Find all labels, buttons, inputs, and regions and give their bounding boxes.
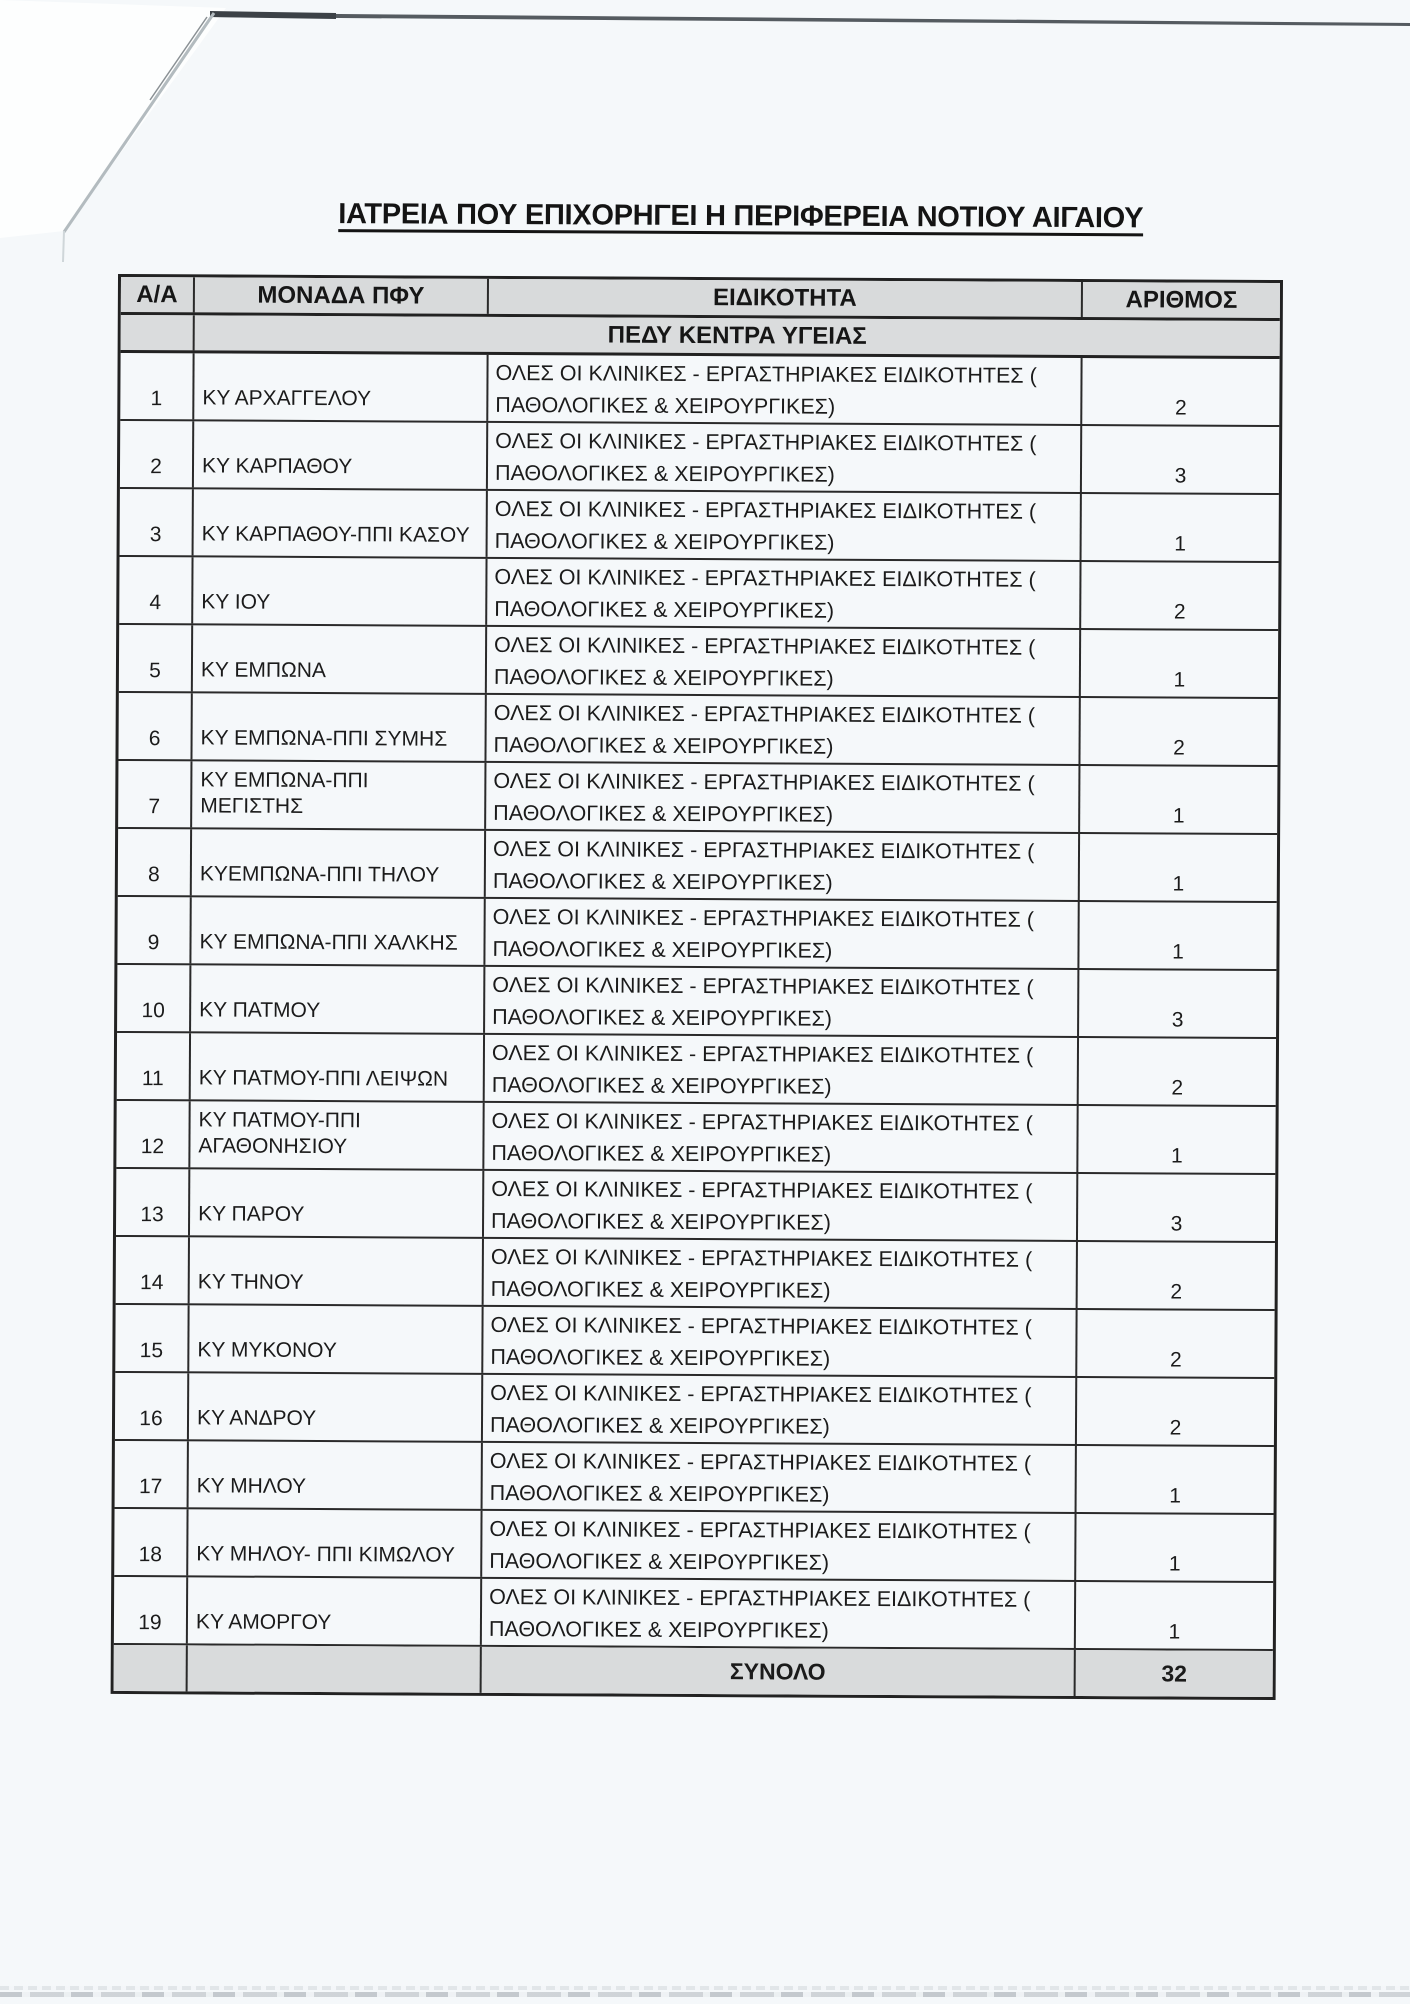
table-row bbox=[117, 965, 1276, 1039]
row-number-cell bbox=[118, 829, 192, 895]
specialty-line-2: ΠΑΘΟΛΟΓΙΚΕΣ & ΧΕΙΡΟΥΡΓΙΚΕΣ) bbox=[494, 460, 835, 487]
row-number: 16 bbox=[139, 1407, 163, 1431]
unit-name: ΚΥ ΤΗΝΟΥ bbox=[197, 1270, 304, 1294]
row-number: 10 bbox=[141, 999, 165, 1023]
unit-name: ΚΥ ΠΑΤΜΟΥ bbox=[199, 998, 321, 1023]
table-row bbox=[117, 1033, 1276, 1107]
specialty-line-2: ΠΑΘΟΛΟΓΙΚΕΣ & ΧΕΙΡΟΥΡΓΙΚΕΣ) bbox=[492, 936, 833, 963]
unit-cell bbox=[189, 1441, 483, 1509]
count-value: 3 bbox=[1171, 1008, 1184, 1032]
table-row bbox=[115, 1305, 1274, 1379]
table-row bbox=[120, 489, 1279, 563]
unit-cell bbox=[192, 761, 486, 829]
row-number-cell bbox=[115, 1305, 189, 1371]
specialty-cell bbox=[488, 423, 1082, 492]
specialty-line-2: ΠΑΘΟΛΟΓΙΚΕΣ & ΧΕΙΡΟΥΡΓΙΚΕΣ) bbox=[488, 1616, 829, 1643]
header-count: ΑΡΙΘΜΟΣ bbox=[1125, 285, 1238, 314]
table-row bbox=[116, 1169, 1275, 1243]
count-cell bbox=[1082, 494, 1279, 561]
unit-name: ΚΥ ΚΑΡΠΑΘΟΥ-ΠΠΙ ΚΑΣΟΥ bbox=[201, 522, 470, 547]
table-rows bbox=[114, 353, 1280, 1651]
specialty-line-2: ΠΑΘΟΛΟΓΙΚΕΣ & ΧΕΙΡΟΥΡΓΙΚΕΣ) bbox=[490, 1344, 831, 1371]
count-value: 1 bbox=[1168, 1620, 1181, 1644]
unit-name: ΚΥ ΠΑΤΜΟΥ-ΠΠΙ ΛΕΙΨΩΝ bbox=[198, 1066, 449, 1091]
table-row bbox=[118, 761, 1277, 835]
row-number-cell bbox=[120, 353, 194, 419]
header-unit: ΜΟΝΑΔΑ ΠΦΥ bbox=[195, 277, 489, 314]
specialty-line-2: ΠΑΘΟΛΟΓΙΚΕΣ & ΧΕΙΡΟΥΡΓΙΚΕΣ) bbox=[494, 596, 835, 623]
count-value: 2 bbox=[1171, 1076, 1184, 1100]
count-cell bbox=[1076, 1582, 1273, 1649]
section-header-row bbox=[121, 315, 1280, 359]
count-value: 1 bbox=[1171, 1144, 1183, 1168]
specialty-cell bbox=[485, 1035, 1079, 1104]
specialty-cell bbox=[488, 355, 1082, 424]
row-number-cell bbox=[120, 489, 194, 555]
table-row bbox=[114, 1509, 1273, 1583]
table-row bbox=[115, 1373, 1274, 1447]
specialty-cell bbox=[486, 695, 1080, 764]
page-title: ΙΑΤΡΕΙΑ ΠΟΥ ΕΠΙΧΟΡΗΓΕΙ Η ΠΕΡΙΦΕΡΕΙΑ ΝΟΤΙΟΥ ΑΙΓΑΙΟΥ bbox=[338, 198, 1144, 235]
row-number: 19 bbox=[138, 1611, 162, 1635]
specialty-line-1: ΟΛΕΣ ΟΙ ΚΛΙΝΙΚΕΣ - ΕΡΓΑΣΤΗΡΙΑΚΕΣ ΕΙΔΙΚΟΤΗΤΕΣ ( bbox=[494, 496, 1037, 524]
specialty-line-2: ΠΑΘΟΛΟΓΙΚΕΣ & ΧΕΙΡΟΥΡΓΙΚΕΣ) bbox=[493, 732, 834, 759]
specialty-line-1: ΟΛΕΣ ΟΙ ΚΛΙΝΙΚΕΣ - ΕΡΓΑΣΤΗΡΙΑΚΕΣ ΕΙΔΙΚΟΤΗΤΕΣ ( bbox=[494, 632, 1036, 660]
count-cell bbox=[1078, 1242, 1275, 1309]
specialty-line-1: ΟΛΕΣ ΟΙ ΚΛΙΝΙΚΕΣ - ΕΡΓΑΣΤΗΡΙΑΚΕΣ ΕΙΔΙΚΟΤΗΤΕΣ ( bbox=[492, 836, 1035, 864]
table-row bbox=[119, 557, 1278, 631]
specialty-line-1: ΟΛΕΣ ΟΙ ΚΛΙΝΙΚΕΣ - ΕΡΓΑΣΤΗΡΙΑΚΕΣ ΕΙΔΙΚΟΤΗΤΕΣ ( bbox=[495, 360, 1037, 388]
count-cell bbox=[1081, 562, 1278, 629]
row-number: 13 bbox=[140, 1203, 164, 1227]
row-number: 12 bbox=[140, 1135, 165, 1159]
table-row bbox=[115, 1441, 1274, 1515]
table-row bbox=[114, 1577, 1273, 1651]
count-cell bbox=[1076, 1514, 1273, 1581]
unit-cell bbox=[191, 1033, 485, 1101]
scan-bottom-noise bbox=[0, 1986, 1410, 2000]
unit-cell bbox=[194, 421, 488, 489]
table-row bbox=[116, 1237, 1275, 1311]
unit-cell bbox=[189, 1373, 483, 1441]
row-number-cell bbox=[120, 421, 194, 487]
unit-cell bbox=[190, 1169, 484, 1237]
specialty-line-1: ΟΛΕΣ ΟΙ ΚΛΙΝΙΚΕΣ - ΕΡΓΑΣΤΗΡΙΑΚΕΣ ΕΙΔΙΚΟΤΗΤΕΣ ( bbox=[492, 904, 1034, 932]
specialty-line-1: ΟΛΕΣ ΟΙ ΚΛΙΝΙΚΕΣ - ΕΡΓΑΣΤΗΡΙΑΚΕΣ ΕΙΔΙΚΟΤΗΤΕΣ ( bbox=[489, 1448, 1032, 1476]
count-value: 1 bbox=[1172, 804, 1185, 828]
specialty-line-1: ΟΛΕΣ ΟΙ ΚΛΙΝΙΚΕΣ - ΕΡΓΑΣΤΗΡΙΑΚΕΣ ΕΙΔΙΚΟΤΗΤΕΣ ( bbox=[493, 700, 1036, 728]
count-value: 3 bbox=[1174, 464, 1187, 488]
count-value: 2 bbox=[1174, 396, 1187, 420]
row-number-cell bbox=[119, 625, 193, 691]
table-header-row bbox=[121, 277, 1280, 321]
specialty-cell bbox=[487, 627, 1081, 696]
specialty-cell bbox=[486, 831, 1080, 900]
count-value: 2 bbox=[1173, 600, 1186, 624]
specialty-line-1: ΟΛΕΣ ΟΙ ΚΛΙΝΙΚΕΣ - ΕΡΓΑΣΤΗΡΙΑΚΕΣ ΕΙΔΙΚΟΤΗΤΕΣ ( bbox=[490, 1312, 1032, 1340]
specialty-line-2: ΠΑΘΟΛΟΓΙΚΕΣ & ΧΕΙΡΟΥΡΓΙΚΕΣ) bbox=[489, 1412, 830, 1439]
header-specialty: ΕΙΔΙΚΟΤΗΤΑ bbox=[489, 279, 1083, 317]
count-cell bbox=[1079, 1038, 1276, 1105]
unit-name: ΚΥ ΑΝΔΡΟΥ bbox=[196, 1406, 317, 1431]
count-value: 1 bbox=[1172, 940, 1184, 964]
unit-name: ΚΥ ΑΡΧΑΓΓΕΛΟΥ bbox=[202, 386, 372, 411]
specialty-line-2: ΠΑΘΟΛΟΓΙΚΕΣ & ΧΕΙΡΟΥΡΓΙΚΕΣ) bbox=[491, 1140, 832, 1167]
unit-cell bbox=[191, 965, 485, 1033]
unit-name: ΚΥΕΜΠΩΝΑ-ΠΠΙ ΤΗΛΟΥ bbox=[199, 862, 440, 887]
table-row bbox=[117, 897, 1276, 971]
section-header-empty-cell bbox=[121, 315, 195, 350]
specialty-line-2: ΠΑΘΟΛΟΓΙΚΕΣ & ΧΕΙΡΟΥΡΓΙΚΕΣ) bbox=[489, 1480, 830, 1507]
count-cell bbox=[1081, 630, 1278, 697]
specialty-cell bbox=[483, 1307, 1077, 1376]
unit-cell bbox=[191, 897, 485, 965]
specialty-cell bbox=[484, 1239, 1078, 1308]
row-number-cell bbox=[117, 897, 191, 963]
specialty-line-2: ΠΑΘΟΛΟΓΙΚΕΣ & ΧΕΙΡΟΥΡΓΙΚΕΣ) bbox=[491, 1072, 832, 1099]
unit-cell bbox=[188, 1577, 482, 1645]
unit-name: ΚΥ ΜΗΛΟΥ bbox=[196, 1474, 307, 1498]
specialty-line-1: ΟΛΕΣ ΟΙ ΚΛΙΝΙΚΕΣ - ΕΡΓΑΣΤΗΡΙΑΚΕΣ ΕΙΔΙΚΟΤΗΤΕΣ ( bbox=[491, 1176, 1033, 1204]
count-cell bbox=[1079, 902, 1276, 969]
row-number: 9 bbox=[147, 931, 160, 955]
unit-cell bbox=[193, 557, 487, 625]
unit-cell bbox=[194, 489, 488, 557]
row-number: 4 bbox=[149, 591, 162, 615]
count-value: 2 bbox=[1173, 736, 1185, 760]
specialty-cell bbox=[485, 967, 1079, 1036]
specialty-cell bbox=[488, 491, 1082, 560]
specialty-line-1: ΟΛΕΣ ΟΙ ΚΛΙΝΙΚΕΣ - ΕΡΓΑΣΤΗΡΙΑΚΕΣ ΕΙΔΙΚΟΤΗΤΕΣ ( bbox=[495, 428, 1037, 456]
count-cell bbox=[1077, 1378, 1274, 1445]
specialty-line-2: ΠΑΘΟΛΟΓΙΚΕΣ & ΧΕΙΡΟΥΡΓΙΚΕΣ) bbox=[495, 392, 836, 419]
unit-name: ΚΥ ΑΜΟΡΓΟΥ bbox=[195, 1610, 332, 1635]
row-number-cell bbox=[115, 1441, 189, 1507]
table-row bbox=[118, 693, 1277, 767]
unit-name: ΚΥ ΜΗΛΟΥ- ΠΠΙ ΚΙΜΩΛΟΥ bbox=[196, 1542, 455, 1567]
unit-name: ΚΥ ΙΟΥ bbox=[201, 590, 271, 614]
header-aa: Α/Α bbox=[121, 277, 195, 312]
count-cell bbox=[1080, 698, 1277, 765]
count-value: 1 bbox=[1169, 1484, 1182, 1508]
specialty-line-1: ΟΛΕΣ ΟΙ ΚΛΙΝΙΚΕΣ - ΕΡΓΑΣΤΗΡΙΑΚΕΣ ΕΙΔΙΚΟΤΗΤΕΣ ( bbox=[494, 564, 1036, 592]
count-cell bbox=[1077, 1310, 1274, 1377]
table-row bbox=[120, 353, 1279, 427]
specialty-line-1: ΟΛΕΣ ΟΙ ΚΛΙΝΙΚΕΣ - ΕΡΓΑΣΤΗΡΙΑΚΕΣ ΕΙΔΙΚΟΤΗΤΕΣ ( bbox=[493, 768, 1035, 796]
row-number: 6 bbox=[148, 727, 161, 751]
unit-cell bbox=[188, 1509, 482, 1577]
unit-name: ΚΥ ΕΜΠΩΝΑ-ΠΠΙ ΧΑΛΚΗΣ bbox=[199, 930, 458, 955]
row-number-cell bbox=[115, 1373, 189, 1439]
grants-table bbox=[111, 274, 1283, 1700]
total-label: ΣΥΝΟΛΟ bbox=[482, 1647, 1076, 1696]
row-number: 15 bbox=[139, 1339, 164, 1363]
specialty-line-2: ΠΑΘΟΛΟΓΙΚΕΣ & ΧΕΙΡΟΥΡΓΙΚΕΣ) bbox=[493, 664, 834, 691]
row-number-cell bbox=[118, 761, 192, 827]
count-cell bbox=[1078, 1174, 1275, 1241]
row-number-cell bbox=[118, 693, 192, 759]
row-number: 5 bbox=[149, 659, 161, 683]
count-cell bbox=[1082, 426, 1279, 493]
row-number-cell bbox=[114, 1577, 188, 1643]
unit-name: ΚΥ ΕΜΠΩΝΑ bbox=[200, 658, 327, 683]
row-number: 18 bbox=[138, 1543, 163, 1567]
row-number-cell bbox=[114, 1509, 188, 1575]
specialty-line-1: ΟΛΕΣ ΟΙ ΚΛΙΝΙΚΕΣ - ΕΡΓΑΣΤΗΡΙΑΚΕΣ ΕΙΔΙΚΟΤΗΤΕΣ ( bbox=[491, 1040, 1034, 1068]
specialty-line-2: ΠΑΘΟΛΟΓΙΚΕΣ & ΧΕΙΡΟΥΡΓΙΚΕΣ) bbox=[491, 1208, 831, 1235]
table-row bbox=[119, 625, 1278, 699]
count-cell bbox=[1080, 834, 1277, 901]
specialty-cell bbox=[484, 1171, 1078, 1240]
specialty-line-2: ΠΑΘΟΛΟΓΙΚΕΣ & ΧΕΙΡΟΥΡΓΙΚΕΣ) bbox=[492, 1004, 833, 1031]
unit-name: ΚΥ ΠΑΡΟΥ bbox=[198, 1202, 305, 1226]
row-number-cell bbox=[119, 557, 193, 623]
unit-cell bbox=[190, 1101, 484, 1169]
count-cell bbox=[1079, 970, 1276, 1037]
count-value: 3 bbox=[1170, 1212, 1183, 1236]
total-empty-unit-cell bbox=[188, 1645, 482, 1693]
specialty-cell bbox=[483, 1375, 1077, 1444]
unit-name: ΚΥ ΚΑΡΠΑΘΟΥ bbox=[201, 454, 353, 479]
specialty-line-1: ΟΛΕΣ ΟΙ ΚΛΙΝΙΚΕΣ - ΕΡΓΑΣΤΗΡΙΑΚΕΣ ΕΙΔΙΚΟΤΗΤΕΣ ( bbox=[490, 1380, 1032, 1408]
specialty-cell bbox=[482, 1579, 1076, 1648]
specialty-line-1: ΟΛΕΣ ΟΙ ΚΛΙΝΙΚΕΣ - ΕΡΓΑΣΤΗΡΙΑΚΕΣ ΕΙΔΙΚΟΤΗΤΕΣ ( bbox=[492, 972, 1034, 1000]
row-number: 2 bbox=[150, 455, 162, 479]
count-value: 2 bbox=[1170, 1280, 1183, 1304]
total-row bbox=[114, 1645, 1273, 1697]
row-number: 11 bbox=[141, 1067, 164, 1091]
total-empty-aa-cell bbox=[114, 1645, 188, 1691]
specialty-line-2: ΠΑΘΟΛΟΓΙΚΕΣ & ΧΕΙΡΟΥΡΓΙΚΕΣ) bbox=[490, 1276, 831, 1303]
row-number: 1 bbox=[150, 387, 163, 411]
row-number-cell bbox=[116, 1101, 190, 1167]
count-cell bbox=[1078, 1106, 1275, 1173]
row-number: 3 bbox=[149, 523, 162, 547]
specialty-line-1: ΟΛΕΣ ΟΙ ΚΛΙΝΙΚΕΣ - ΕΡΓΑΣΤΗΡΙΑΚΕΣ ΕΙΔΙΚΟΤΗΤΕΣ ( bbox=[490, 1244, 1033, 1272]
unit-cell bbox=[190, 1237, 484, 1305]
count-value: 2 bbox=[1169, 1416, 1182, 1440]
specialty-line-2: ΠΑΘΟΛΟΓΙΚΕΣ & ΧΕΙΡΟΥΡΓΙΚΕΣ) bbox=[493, 800, 834, 827]
count-value: 2 bbox=[1169, 1348, 1182, 1372]
specialty-cell bbox=[482, 1511, 1076, 1580]
specialty-cell bbox=[487, 559, 1081, 628]
row-number-cell bbox=[117, 1033, 191, 1099]
unit-cell bbox=[194, 353, 488, 421]
row-number: 7 bbox=[148, 795, 161, 819]
table-row bbox=[118, 829, 1277, 903]
row-number: 17 bbox=[138, 1475, 163, 1499]
specialty-cell bbox=[483, 1443, 1077, 1512]
row-number: 14 bbox=[139, 1271, 164, 1295]
unit-name: ΚΥ ΕΜΠΩΝΑ-ΠΠΙ ΣΥΜΗΣ bbox=[200, 726, 448, 751]
row-number-cell bbox=[117, 965, 191, 1031]
unit-cell bbox=[192, 829, 486, 897]
specialty-line-1: ΟΛΕΣ ΟΙ ΚΛΙΝΙΚΕΣ - ΕΡΓΑΣΤΗΡΙΑΚΕΣ ΕΙΔΙΚΟΤΗΤΕΣ ( bbox=[491, 1108, 1033, 1136]
count-cell bbox=[1082, 358, 1279, 425]
specialty-line-2: ΠΑΘΟΛΟΓΙΚΕΣ & ΧΕΙΡΟΥΡΓΙΚΕΣ) bbox=[494, 528, 835, 555]
specialty-line-2: ΠΑΘΟΛΟΓΙΚΕΣ & ΧΕΙΡΟΥΡΓΙΚΕΣ) bbox=[492, 868, 833, 895]
row-number-cell bbox=[116, 1237, 190, 1303]
count-value: 1 bbox=[1174, 532, 1187, 556]
total-value: 32 bbox=[1161, 1659, 1188, 1687]
specialty-line-2: ΠΑΘΟΛΟΓΙΚΕΣ & ΧΕΙΡΟΥΡΓΙΚΕΣ) bbox=[489, 1548, 830, 1575]
section-header-label: ΠΕΔΥ ΚΕΝΤΡΑ ΥΓΕΙΑΣ bbox=[607, 321, 867, 350]
specialty-cell bbox=[486, 763, 1080, 832]
count-cell bbox=[1077, 1446, 1274, 1513]
count-value: 1 bbox=[1168, 1552, 1181, 1576]
count-value: 1 bbox=[1172, 872, 1185, 896]
unit-name: ΚΥ ΜΥΚΟΝΟΥ bbox=[197, 1338, 337, 1363]
unit-name: ΚΥ ΕΜΠΩΝΑ-ΠΠΙ ΜΕΓΙΣΤΗΣ bbox=[200, 768, 369, 818]
count-value: 1 bbox=[1173, 668, 1186, 692]
specialty-cell bbox=[485, 899, 1079, 968]
row-number: 8 bbox=[147, 863, 160, 887]
count-cell bbox=[1080, 766, 1277, 833]
table-row bbox=[116, 1101, 1275, 1175]
specialty-cell bbox=[484, 1103, 1078, 1172]
specialty-line-1: ΟΛΕΣ ΟΙ ΚΛΙΝΙΚΕΣ - ΕΡΓΑΣΤΗΡΙΑΚΕΣ ΕΙΔΙΚΟΤΗΤΕΣ ( bbox=[489, 1516, 1031, 1544]
table-row bbox=[120, 421, 1279, 495]
unit-name: ΚΥ ΠΑΤΜΟΥ-ΠΠΙ ΑΓΑΘΟΝΗΣΙΟΥ bbox=[198, 1108, 361, 1159]
specialty-line-1: ΟΛΕΣ ΟΙ ΚΛΙΝΙΚΕΣ - ΕΡΓΑΣΤΗΡΙΑΚΕΣ ΕΙΔΙΚΟΤΗΤΕΣ ( bbox=[489, 1584, 1031, 1612]
unit-cell bbox=[193, 625, 487, 693]
unit-cell bbox=[192, 693, 486, 761]
unit-cell bbox=[189, 1305, 483, 1373]
row-number-cell bbox=[116, 1169, 190, 1235]
